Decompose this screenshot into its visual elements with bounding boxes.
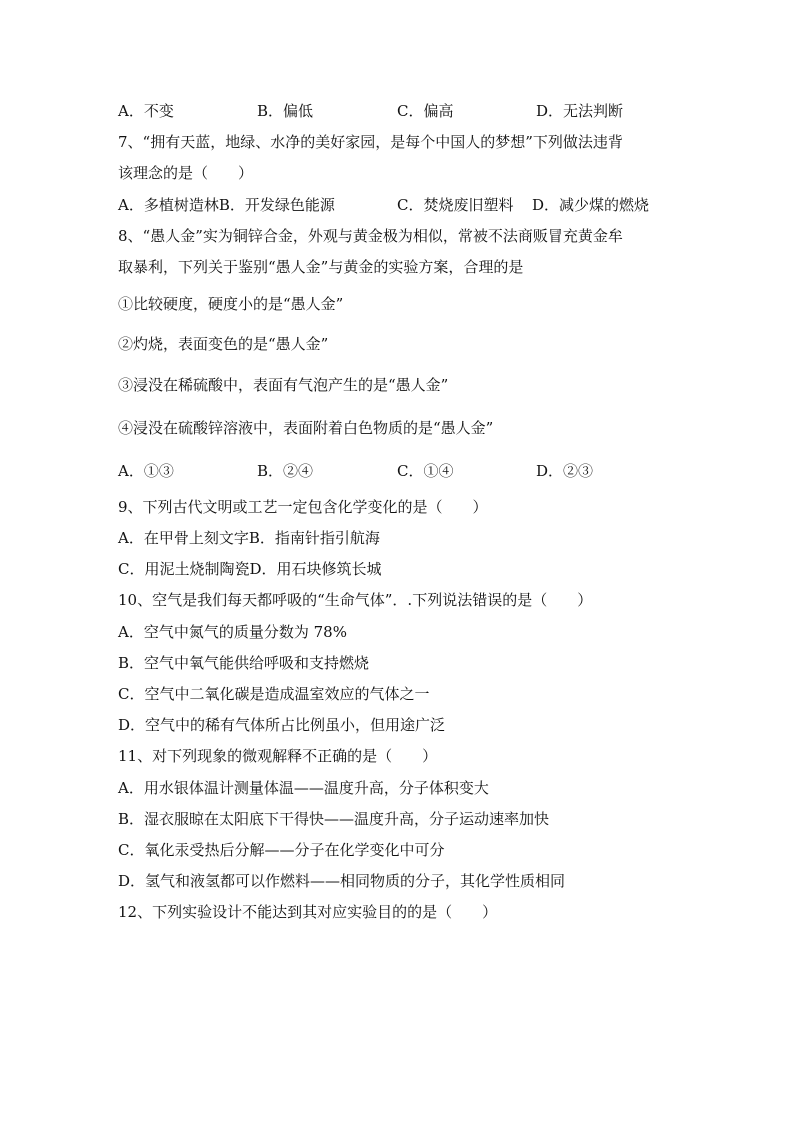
- q10-option-b: B．空气中氧气能供给呼吸和支持燃烧: [118, 654, 370, 672]
- q10-option-a: A．空气中氮气的质量分数为 78%: [118, 623, 347, 641]
- q7-stem-line2: 该理念的是（ ）: [118, 164, 254, 182]
- q12-stem: 12、下列实验设计不能达到其对应实验目的的是（ ）: [118, 903, 498, 921]
- q6-option-d: D．无法判断: [536, 102, 624, 120]
- q9-stem: 9、下列古代文明或工艺一定包含化学变化的是（ ）: [118, 498, 488, 516]
- q8-option-a: A．①③: [118, 462, 174, 480]
- q8-item-1: ①比较硬度，硬度小的是“愚人金”: [118, 295, 344, 313]
- q8-stem-line2: 取暴利，下列关于鉴别“愚人金”与黄金的实验方案，合理的是: [118, 258, 524, 276]
- q6-option-a: A．不变: [118, 102, 174, 120]
- q6-options: [118, 101, 678, 121]
- q11-option-c: C．氧化汞受热后分解——分子在化学变化中可分: [118, 841, 445, 859]
- q9-options-line2: C．用泥土烧制陶瓷D．用石块修筑长城: [118, 560, 382, 578]
- q11-option-d: D．氢气和液氢都可以作燃料——相同物质的分子，其化学性质相同: [118, 872, 566, 890]
- q8-option-b: B．②④: [257, 462, 314, 480]
- q8-option-d: D．②③: [536, 462, 594, 480]
- q6-option-b: B．偏低: [257, 102, 314, 120]
- q6-option-c: C．偏高: [397, 102, 454, 120]
- q7-options: [118, 195, 678, 215]
- q9-options-line1: A．在甲骨上刻文字B．指南针指引航海: [118, 529, 380, 547]
- q11-option-b: B．湿衣服晾在太阳底下干得快——温度升高，分子运动速率加快: [118, 810, 550, 828]
- q10-stem: 10、空气是我们每天都呼吸的“生命气体”．.下列说法错误的是（ ）: [118, 591, 593, 609]
- q7-stem-line1: 7、“拥有天蓝，地绿、水净的美好家园，是每个中国人的梦想”下列做法违背: [118, 133, 623, 151]
- q8-item-3: ③浸没在稀硫酸中，表面有气泡产生的是“愚人金”: [118, 376, 449, 394]
- q7-option-d: D．减少煤的燃烧: [532, 196, 650, 214]
- q7-option-c: C．焚烧废旧塑料: [397, 196, 514, 214]
- q8-option-c: C．①④: [397, 462, 454, 480]
- q10-option-d: D．空气中的稀有气体所占比例虽小，但用途广泛: [118, 716, 446, 734]
- q8-item-4: ④浸没在硫酸锌溶液中，表面附着白色物质的是“愚人金”: [118, 419, 494, 437]
- q11-stem: 11、对下列现象的微观解释不正确的是（ ）: [118, 747, 438, 765]
- q7-option-ab: A．多植树造林B．开发绿色能源: [118, 196, 335, 214]
- q8-options: [118, 461, 678, 481]
- q11-option-a: A．用水银体温计测量体温——温度升高，分子体积变大: [118, 779, 489, 797]
- q8-item-2: ②灼烧，表面变色的是“愚人金”: [118, 335, 329, 353]
- q8-stem-line1: 8、“愚人金”实为铜锌合金，外观与黄金极为相似，常被不法商贩冒充黄金牟: [118, 227, 623, 245]
- q10-option-c: C．空气中二氧化碳是造成温室效应的气体之一: [118, 685, 430, 703]
